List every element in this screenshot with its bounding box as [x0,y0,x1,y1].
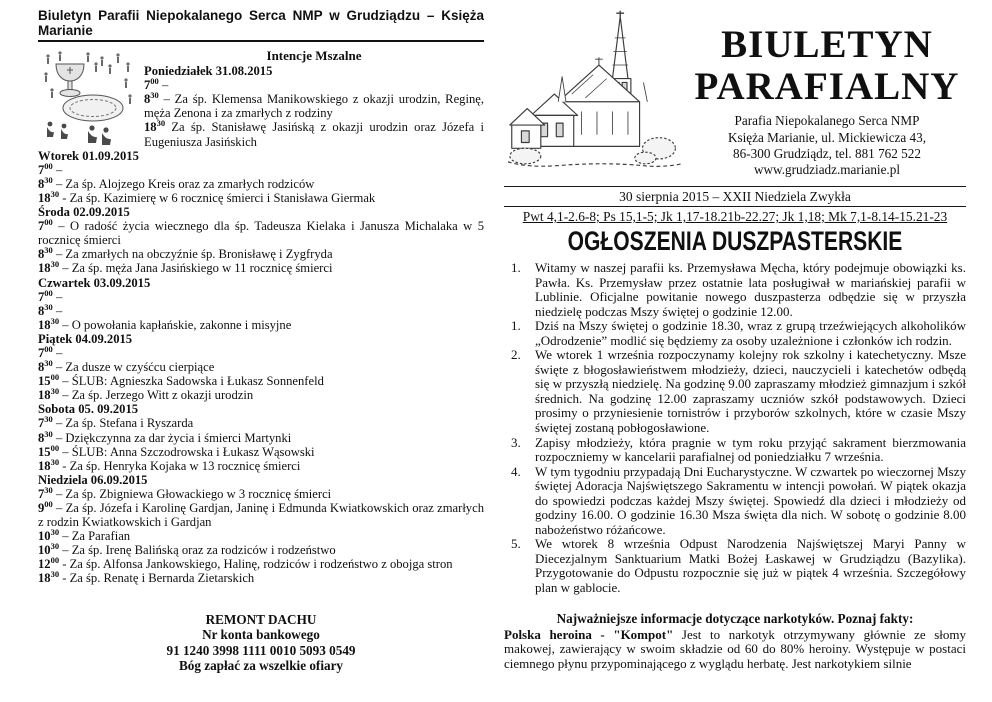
readings-line: Pwt 4,1-2.6-8; Ps 15,1-5; Jk 1,17-18.21b-22.27; Jk 1,18; Mk 7,1-8.14-15.21-23 [522,209,948,224]
mass-text: – [52,345,63,360]
announcement-text: W tym tygodniu przypadają Dni Eucharystyczne. W czwartek po wieczornej Mszy świętej Adoracja Najświętszego Sakramentu w intencji powołań. W piątek okazja do spowiedzi podczas każdej Mszy świętej. Spowiedź dla dzieci i młodzieży od godziny 16.00. O godzinie 16.30 Msza święta dla nich. W sobotę o godzinie 8.00 nabożeństwo różańcowe. [535,463,966,537]
mass-intention [38,188,484,205]
mass-time: $18^{30}$ [38,456,60,473]
announcement-item [504,348,966,435]
issue-date-line: 30 sierpnia 2015 – XXII Niedziela Zwykła [504,186,966,207]
mass-text: – Za śp. Józefa i Karolinę Gardjan, Janinę i Edmunda Kwiatkowskich oraz zmarłych z rodzin Kwiatkowskich i Gardjan [38,501,484,530]
mass-intention [38,416,484,430]
mass-text: – Za zmarłych na obczyźnie śp. Bronisławę i Zygfryda [52,247,333,262]
bank-account-label: Nr konta bankowego [202,627,320,643]
mass-text: Za śp. Stanisławę Jasińską z okazji urodzin oraz Józefa i Eugeniusza Jasińskich [144,120,484,149]
mass-intention [38,442,484,459]
mass-intention [38,357,484,375]
masthead [504,8,966,184]
announcement-number: 2. [511,347,521,363]
announcement-item [504,261,966,319]
mass-time: $9^{00}$ [38,498,53,515]
mass-intention [38,174,484,191]
eucharist-chalice-icon [40,50,134,146]
day-header: Piątek 04.09.2015 [38,331,133,346]
announcements-list [504,261,966,596]
mass-intention [38,498,484,530]
mass-text: – Za śp. Alojzego Kreis oraz za zmarłych rodziców [52,176,315,191]
announcement-number: 3. [511,434,521,450]
roof-renovation-block [38,612,484,674]
bulletin-title-line1: BIULETYN [721,23,933,66]
mass-time: $7^{00}$ [38,216,53,234]
mass-text: – Za dusze w czyśćcu cierpiące [52,360,215,375]
parish-phone: 86-300 Grudziądz, tel. 881 762 522 [733,146,921,162]
mass-time: $7^{00}$ [38,287,53,304]
mass-intention [38,301,484,318]
mass-time: $10^{30}$ [38,541,60,558]
announcement-number: 1. [511,318,521,334]
announcement-number: 5. [511,536,521,552]
mass-text: – O powołania kapłańskie, zakonne i misyjne [59,317,292,332]
mass-intentions-title: Intencje Mszalne [266,48,362,63]
mass-intention [38,484,484,501]
mass-time: $7^{00}$ [38,160,53,177]
mass-time: $8^{30}$ [38,245,53,262]
mass-intention [38,160,484,177]
mass-time: $7^{00}$ [144,76,159,93]
mass-intention [38,315,484,332]
mass-intention [38,371,484,389]
announcement-number: 4. [511,463,521,479]
parish-name: Parafia Niepokalanego Serca NMP [734,113,920,129]
masthead-text [688,8,966,179]
mass-time: $18^{30}$ [38,386,60,403]
announcement-item [504,319,966,348]
drug-info-lead: Polska heroina - "Kompot" [504,626,674,642]
mass-intention [38,287,484,304]
bulletin-title-line2: PARAFIALNY [694,65,960,109]
mass-time: $18^{30}$ [38,569,60,586]
mass-intention [38,261,484,275]
day-header: Poniedziałek 31.08.2015 [144,64,273,79]
mass-time: $18^{30}$ [38,259,60,276]
mass-text: - Za śp. Renatę i Bernarda Zietarskich [59,571,255,586]
mass-intention [38,543,484,557]
mass-time: $8^{30}$ [38,428,53,445]
mass-text: – ŚLUB: Anna Szczodrowska i Łukasz Wąsowski [59,444,315,459]
day-header: Wtorek 01.09.2015 [38,148,139,163]
church-icon [504,8,688,184]
mass-intention [38,456,484,473]
left-page-header-title: Biuletyn Parafii Niepokalanego Serca NMP w Grudziądzu – Księża Marianie [38,8,484,42]
parish-address-block [688,113,966,179]
mass-text: - Za śp. Alfonsa Jankowskiego, Halinę, rodziców i rodzeństwo z obojga stron [59,557,453,572]
announcement-item [504,465,966,538]
mass-time: $18^{30}$ [38,315,60,332]
mass-time: $18^{30}$ [144,118,166,135]
mass-text: – [52,162,63,177]
mass-time: $7^{00}$ [38,343,53,360]
mass-text: – Za Parafian [59,529,131,544]
day-header: Sobota 05. 09.2015 [38,402,139,417]
mass-text: – [52,289,63,304]
mass-intention [38,343,484,360]
mass-text: - Za śp. Kazimierę w 6 rocznicę śmierci i Stanisława Giermak [59,190,376,205]
mass-text: - Za śp. Henryka Kojaka w 13 rocznicę śmierci [59,458,301,473]
mass-text: – Za śp. Klemensa Manikowskiego z okazji urodzin, Reginę, męża Zenona i za zmarłych z rodziny [144,92,484,121]
mass-time: $8^{30}$ [38,357,53,375]
announcement-item [504,436,966,465]
mass-text: – Za śp. Jerzego Witt z okazji urodzin [59,388,254,403]
mass-text: – [52,303,63,318]
right-page [504,8,966,672]
mass-time: $8^{30}$ [144,90,159,107]
mass-intention [38,557,484,571]
announcement-text: We wtorek 8 września Odpust Narodzenia Najświętszej Maryi Panny w Diecezjalnym Sanktuarium Matki Bożej Łaskawej w Grudziądzu (Bazylika). Przygotowanie do Odpustu rozpocznie się już w piątek 4 września. Szczegółowy plan w gablocie. [535,536,966,596]
mass-text: – Za śp. Zbigniewa Głowackiego w 3 rocznicę śmierci [52,486,332,501]
announcement-item [504,537,966,595]
mass-time: $15^{00}$ [38,442,60,459]
mass-text: – ŚLUB: Agnieszka Sadowska i Łukasz Sonnenfeld [59,374,324,389]
day-header: Czwartek 03.09.2015 [38,275,151,290]
drug-info-body: Jest to narkotyk otrzymywany głównie ze słomy makowej, zawierający w swoim składzie od 60 do 80% heroiny. Występuje w postaci ciemnego płynu przypominającego z wyglądu herbatę. Jest narkotykiem silnie [504,626,967,672]
mass-text: – Za śp. Stefana i Ryszarda [52,416,194,431]
parish-street: Księża Marianie, ul. Mickiewicza 43, [727,129,927,145]
mass-text: – O radość życia wiecznego dla śp. Tadeusza Kielaka i Janusza Michalaka w 5 rocznicę śmierci [38,219,484,248]
mass-time: $18^{30}$ [38,188,60,205]
announcement-text: Zapisy młodzieży, która pragnie w tym roku przyjąć sakrament bierzmowania rozpoczniemy w kancelarii parafialnej od poniedziałku 7 września. [535,434,966,465]
mass-intentions-section [38,49,484,674]
announcement-text: Witamy w naszej parafii ks. Przemysława Męcha, który podejmuje obowiązki ks. Pawła. Ks. Przemysław przez ostatnie lata posługiwał w mariańskiej parafii w Lublinie. Oficjalne powitanie nowego duszpasterza odbędzie się w przyszła niedzielę podczas Mszy świętej o godzinie 12.00. [535,260,966,319]
mass-intention [38,571,484,585]
parish-website: www.grudziadz.marianie.pl [754,162,900,178]
mass-time: $12^{00}$ [38,555,60,572]
drug-info-paragraph [504,628,966,672]
mass-text: – Za śp. Irenę Balińską oraz za rodziców i rodzeństwo [59,543,336,558]
mass-time: $7^{30}$ [38,484,53,501]
day-header: Środa 02.09.2015 [38,205,130,220]
mass-intention [38,247,484,261]
mass-time: $10^{30}$ [38,527,60,544]
day-header: Niedziela 06.09.2015 [38,472,148,487]
mass-intention [38,216,484,248]
mass-intention [38,388,484,402]
mass-intention [38,428,484,445]
mass-time: $8^{30}$ [38,174,53,191]
mass-time: $8^{30}$ [38,301,53,318]
drug-info-title: Najważniejsze informacje dotyczące narkotyków. Poznaj fakty: [556,610,914,626]
left-page [38,8,484,674]
donation-thanks: Bóg zapłać za wszelkie ofiary [178,658,344,674]
announcements-title: OGŁOSZENIA DUSZPASTERSKIE [567,226,903,256]
mass-text: – [158,78,169,93]
announcement-text: Dziś na Mszy świętej o godzinie 18.30, wraz z grupą trzeźwiejących alkoholików „Odrodzenie” modlić się będziemy za osoby uzależnione i członków ich rodzin. [535,318,966,348]
roof-renovation-title: REMONT DACHU [205,611,317,627]
mass-time: $15^{00}$ [38,371,60,389]
announcement-number: 1. [511,260,521,275]
mass-time: $7^{30}$ [38,414,53,431]
mass-text: – Dziękczynna za dar życia i śmierci Martynki [52,430,292,445]
announcement-text: We wtorek 1 września rozpoczynamy kolejny rok szkolny i katechetyczny. Msze święte z błogosławieństwem młodzieży, dzieci, nauczycieli i katechetów odbędą się w przyszłą niedzielę. Na godzinę 9.00 zapraszamy młodzież gimnazjum i szkół średnich. Na godzinę 12.00 zapraszamy uczniów szkół podstawowych. Dzieci prosimy o przyniesienie tornistrów i przyborów szkolnych, które w czasie Mszy świętej zostaną pobłogosławione. [535,347,966,436]
mass-intention [38,529,484,543]
mass-text: – Za śp. męża Jana Jasińskiego w 11 rocznicę śmierci [59,261,333,276]
bank-account-number: 91 1240 3998 1111 0010 5093 0549 [166,642,356,658]
